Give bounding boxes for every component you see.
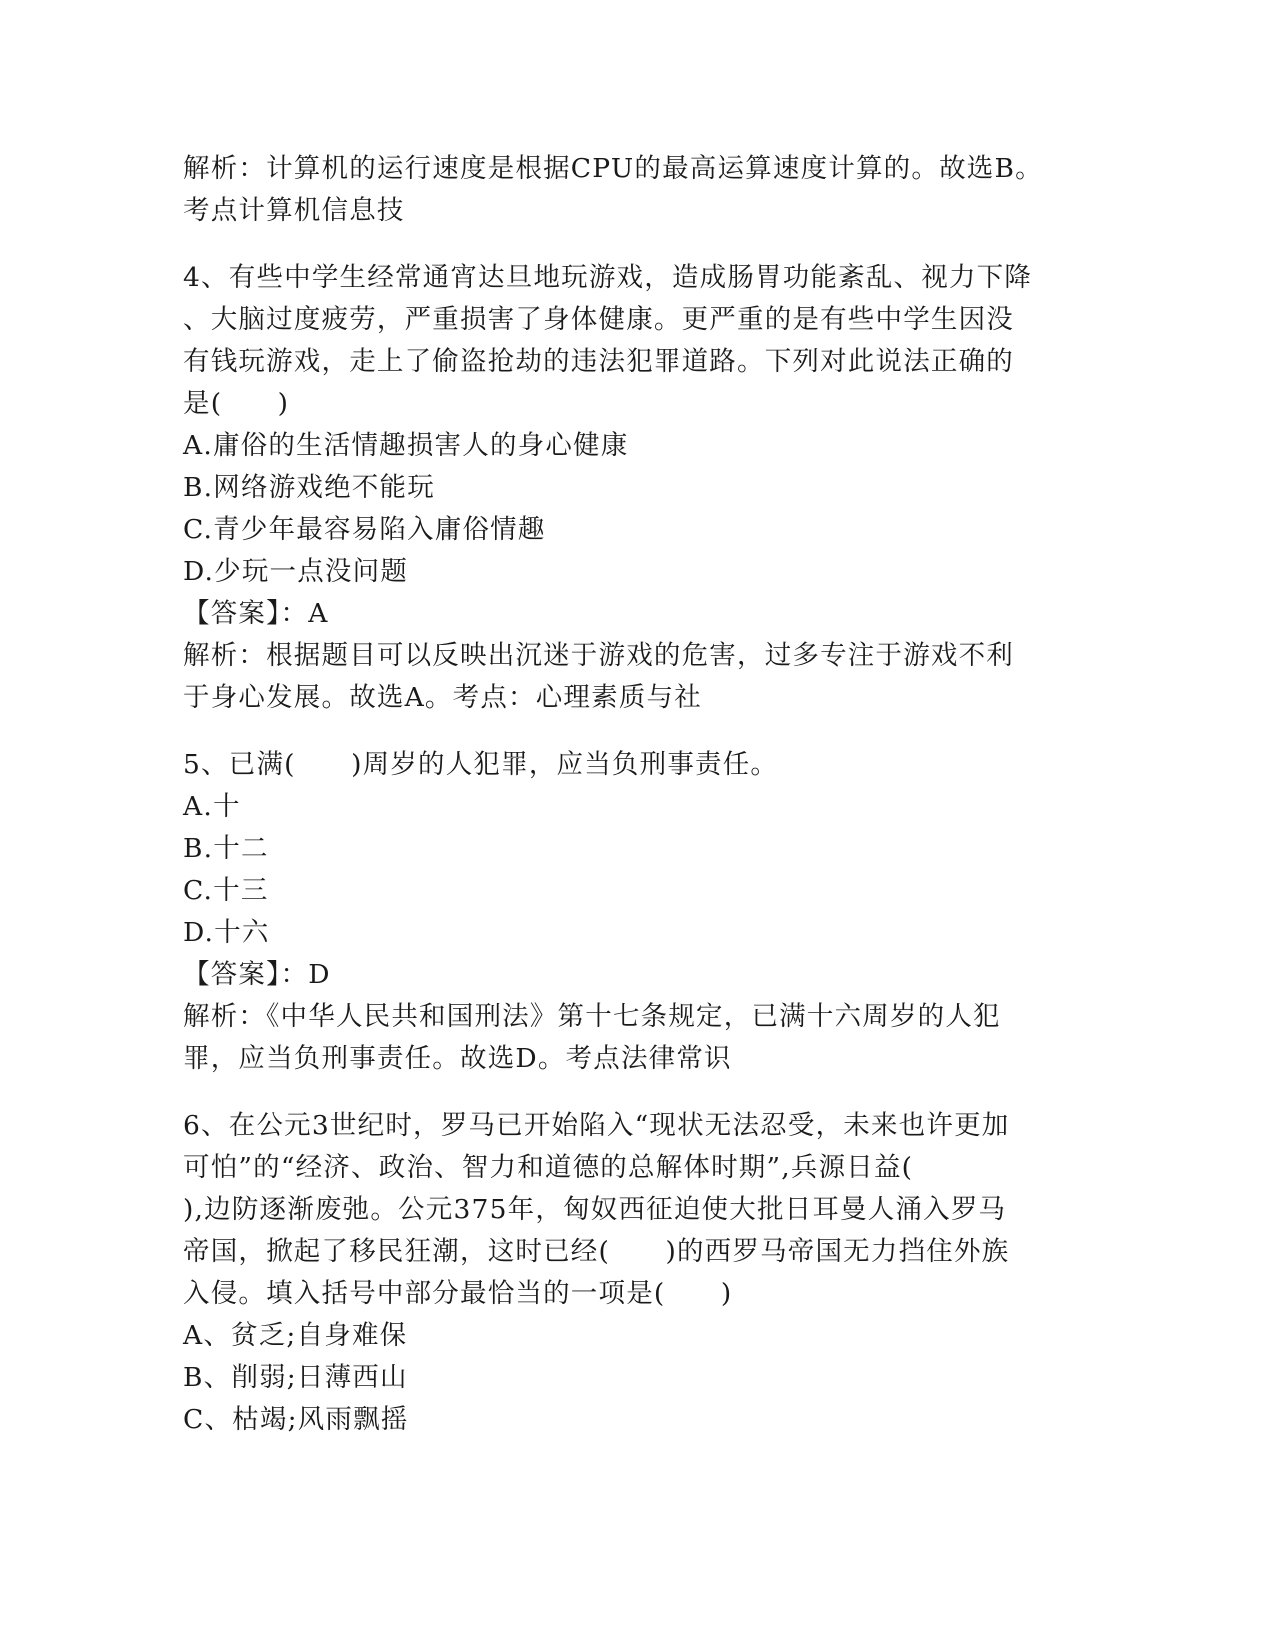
question-stem-line: 入侵。填入括号中部分最恰当的一项是( ) <box>183 1278 733 1309</box>
explanation-line: 解析：根据题目可以反映出沉迷于游戏的危害，过多专注于游戏不利 <box>183 640 1014 671</box>
question-stem-line: 帝国，掀起了移民狂潮，这时已经( )的西罗马帝国无力挡住外族 <box>183 1236 1010 1267</box>
option-d: D.十六 <box>183 917 270 948</box>
question-stem-line: 有钱玩游戏，走上了偷盗抢劫的违法犯罪道路。下列对此说法正确的 <box>183 346 1014 377</box>
explanation-line: 于身心发展。故选A。考点：心理素质与社 <box>183 682 702 713</box>
option-b: B.十二 <box>183 833 269 864</box>
question-stem-line: 5、已满( )周岁的人犯罪，应当负刑事责任。 <box>183 749 779 780</box>
question-4 <box>183 257 1083 719</box>
document-page <box>183 148 1083 1441</box>
question-5 <box>183 744 1083 1080</box>
explanation-line: 考点计算机信息技 <box>183 195 405 226</box>
answer-line: 【答案】：D <box>183 959 331 990</box>
question-stem-line: 是( ) <box>183 388 290 419</box>
explanation-line: 罪，应当负刑事责任。故选D。考点法律常识 <box>183 1043 732 1074</box>
question-stem-line: 可怕”的“经济、政治、智力和道德的总解体时期”,兵源日益( <box>183 1152 914 1183</box>
explanation-line: 解析：《中华人民共和国刑法》第十七条规定，已满十六周岁的人犯 <box>183 1001 1001 1032</box>
option-c: C.十三 <box>183 875 269 906</box>
option-b: B、削弱;日薄西山 <box>183 1362 408 1393</box>
option-d: D.少玩一点没问题 <box>183 556 409 587</box>
option-a: A.庸俗的生活情趣损害人的身心健康 <box>183 430 629 461</box>
question-6 <box>183 1105 1083 1441</box>
option-a: A、贫乏;自身难保 <box>183 1320 408 1351</box>
question-stem-line: ),边防逐渐废弛。公元375年，匈奴西征迫使大批日耳曼人涌入罗马 <box>183 1194 1007 1225</box>
question-stem-line: 6、在公元3世纪时，罗马已开始陷入“现状无法忍受，未来也许更加 <box>183 1110 1010 1141</box>
question-stem-line: 、大脑过度疲劳，严重损害了身体健康。更严重的是有些中学生因没 <box>183 304 1014 335</box>
option-c: C、枯竭;风雨飘摇 <box>183 1404 409 1435</box>
explanation-block-q3 <box>183 148 1083 232</box>
question-stem-line: 4、有些中学生经常通宵达旦地玩游戏，造成肠胃功能紊乱、视力下降 <box>183 262 1033 293</box>
option-a: A.十 <box>183 791 241 822</box>
option-b: B.网络游戏绝不能玩 <box>183 472 435 503</box>
option-c: C.青少年最容易陷入庸俗情趣 <box>183 514 546 545</box>
explanation-line: 解析：计算机的运行速度是根据CPU的最高运算速度计算的。故选B。 <box>183 153 1043 184</box>
answer-line: 【答案】：A <box>183 598 329 629</box>
